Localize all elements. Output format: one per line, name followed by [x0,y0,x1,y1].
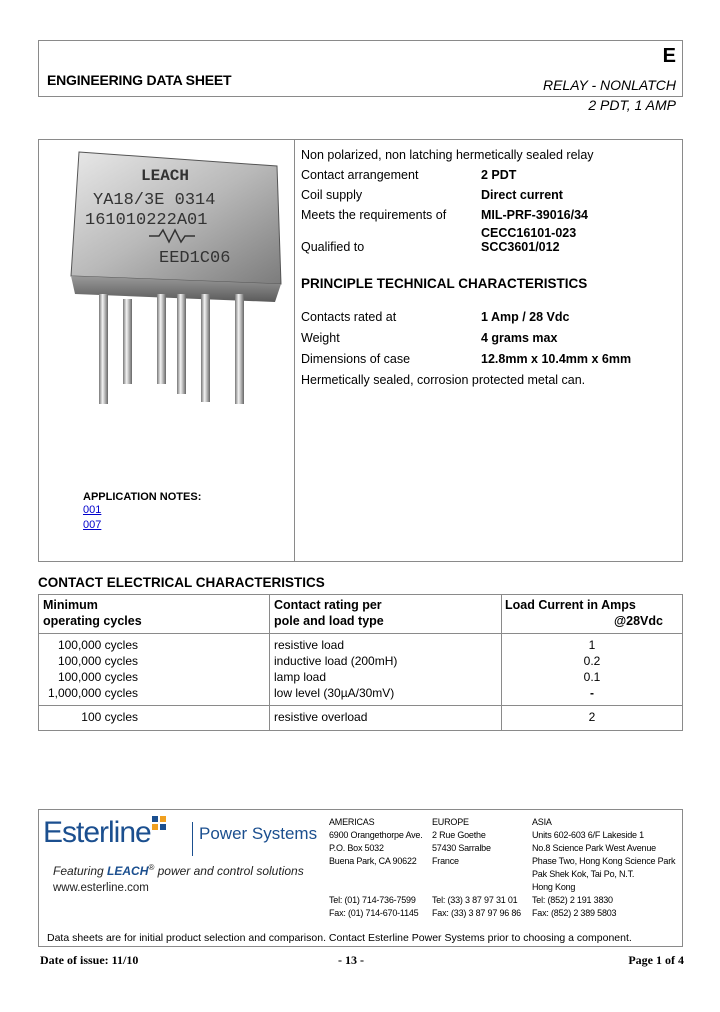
featuring-line: Featuring LEACH® power and control solutions [53,863,304,878]
address-line: Fax: (33) 3 87 97 96 86 [432,908,521,918]
disclaimer: Data sheets are for initial product selection and comparison. Contact Esterline Power Systems prior to choosing a component. [47,932,632,944]
address-europe [432,816,521,920]
address-line: Fax: (01) 714-670-1145 [329,908,419,918]
current-cell: 1 [588,638,596,652]
relay-pin [157,294,166,384]
featuring-brand: LEACH [107,864,149,878]
current-cell: 0.1 [583,670,601,684]
address-line: Buena Park, CA 90622 [329,856,417,866]
spec-row [301,240,560,254]
esterline-logo [43,816,166,850]
address-line: 2 Rue Goethe [432,830,486,840]
ptc-value: 4 grams max [481,331,558,345]
logo-text: Esterline [43,816,151,849]
address-line: Fax: (852) 2 389 5803 [532,908,617,918]
relay-photo [49,144,289,414]
current-cell: 2 [588,710,596,724]
header-box [38,40,683,97]
address-line: France [432,856,459,866]
division-name: Power Systems [199,824,318,843]
spec-value: CECC16101-023 [481,226,577,240]
app-note-link-007[interactable]: 007 [83,519,102,531]
ptc-title: PRINCIPLE TECHNICAL CHARACTERISTICS [301,276,588,291]
spec-value: MIL-PRF-39016/34 [481,208,588,222]
spec-label: Meets the requirements of [301,208,447,222]
spec-row [301,208,588,222]
header-line: @28Vdc [613,614,663,628]
header-line: Load Current in Amps [505,598,636,612]
featuring-pre: Featuring [53,864,108,878]
relay-pin [235,294,244,404]
spec-value: 2 PDT [481,168,517,182]
issue-date: Date of issue: 11/10 [40,953,139,967]
product-rating: 2 PDT, 1 AMP [588,97,676,113]
ptc-label: Contacts rated at [301,310,397,324]
logo-star-icon [152,816,166,830]
current-cell: 0.2 [583,654,601,668]
website-link[interactable]: www.esterline.com [53,882,149,894]
relay-marking-3: EED1C06 [159,249,231,268]
cycles-cell: 100 cycles [81,710,138,724]
relay-pin [99,294,108,404]
address-line: Pak Shek Kok, Tai Po, N.T. [532,869,635,879]
table-divider [501,595,502,730]
cycles-cell: 1,000,000 cycles [47,686,138,700]
address-americas [329,816,423,920]
relay-marking-1: YA18/3E 0314 [93,191,216,210]
footer-box [38,809,683,947]
spec-note: Hermetically sealed, corrosion protected metal can. [301,373,586,387]
header-line: Minimum [43,598,98,612]
address-spacer [432,868,521,894]
cycles-cell: 100,000 cycles [57,654,138,668]
spec-section [38,139,683,562]
spec-row [301,168,517,182]
load-cell: low level (30µA/30mV) [274,686,395,700]
document-title: ENGINEERING DATA SHEET [47,72,232,88]
relay-pin [201,294,210,402]
spec-value: Direct current [481,188,563,202]
ptc-value: 1 Amp / 28 Vdc [481,310,570,324]
address-line: Tel: (33) 3 87 97 31 01 [432,895,518,905]
spec-value: SCC3601/012 [481,240,560,254]
table-divider [39,705,682,706]
ptc-label: Dimensions of case [301,352,411,366]
header-current [505,597,675,629]
page-number: - 13 - [338,953,364,967]
address-asia [532,816,675,920]
spec-row [301,188,563,202]
page-count: Page 1 of 4 [628,953,684,967]
load-cell: resistive overload [274,710,368,724]
section-letter: E [662,45,676,67]
app-notes-title: APPLICATION NOTES: [83,491,202,503]
cycles-cell: 100,000 cycles [57,638,138,652]
address-line: ASIA [532,817,552,827]
spec-label: Contact arrangement [301,168,419,182]
relay-marking-2: 161010222A01 [85,211,208,230]
header-load-type [274,597,384,629]
relay-brand-text: LEACH [141,167,190,185]
spec-label: Coil supply [301,188,363,202]
address-spacer [329,868,423,894]
address-line: 6900 Orangethorpe Ave. [329,830,423,840]
table-divider [269,595,270,730]
spec-divider [294,140,295,561]
ptc-row [301,331,558,345]
address-line: EUROPE [432,817,469,827]
header-cycles [43,597,142,629]
ptc-row [301,310,570,324]
contact-table [38,594,683,731]
address-line: AMERICAS [329,817,375,827]
header-line: pole and load type [274,614,384,628]
relay-pin [123,299,132,384]
load-cell: inductive load (200mH) [274,654,398,668]
header-line: Contact rating per [274,598,382,612]
cycles-cell: 100,000 cycles [57,670,138,684]
address-line: 57430 Sarralbe [432,843,491,853]
relay-pin [177,294,186,394]
address-line: Phase Two, Hong Kong Science Park [532,856,676,866]
address-line: Tel: (852) 2 191 3830 [532,895,613,905]
contact-section-title: CONTACT ELECTRICAL CHARACTERISTICS [38,575,325,590]
address-line: P.O. Box 5032 [329,843,384,853]
spec-intro: Non polarized, non latching hermetically sealed relay [301,148,594,162]
address-line: No.8 Science Park West Avenue [532,843,656,853]
load-cell: resistive load [274,638,345,652]
ptc-row [301,352,632,366]
header-line: operating cycles [43,614,142,628]
product-type: RELAY - NONLATCH [542,77,676,93]
current-cell: - [590,686,594,700]
load-cell: lamp load [274,670,327,684]
app-note-link-001[interactable]: 001 [83,504,102,516]
ptc-value: 12.8mm x 10.4mm x 6mm [481,352,632,366]
address-line: Tel: (01) 714-736-7599 [329,895,416,905]
ptc-label: Weight [301,331,340,345]
address-line: Hong Kong [532,882,576,892]
table-divider [39,633,682,634]
spec-label: Qualified to [301,240,365,254]
featuring-post: power and control solutions [154,864,304,878]
address-line: Units 602-603 6/F Lakeside 1 [532,830,644,840]
logo-separator [192,822,193,856]
